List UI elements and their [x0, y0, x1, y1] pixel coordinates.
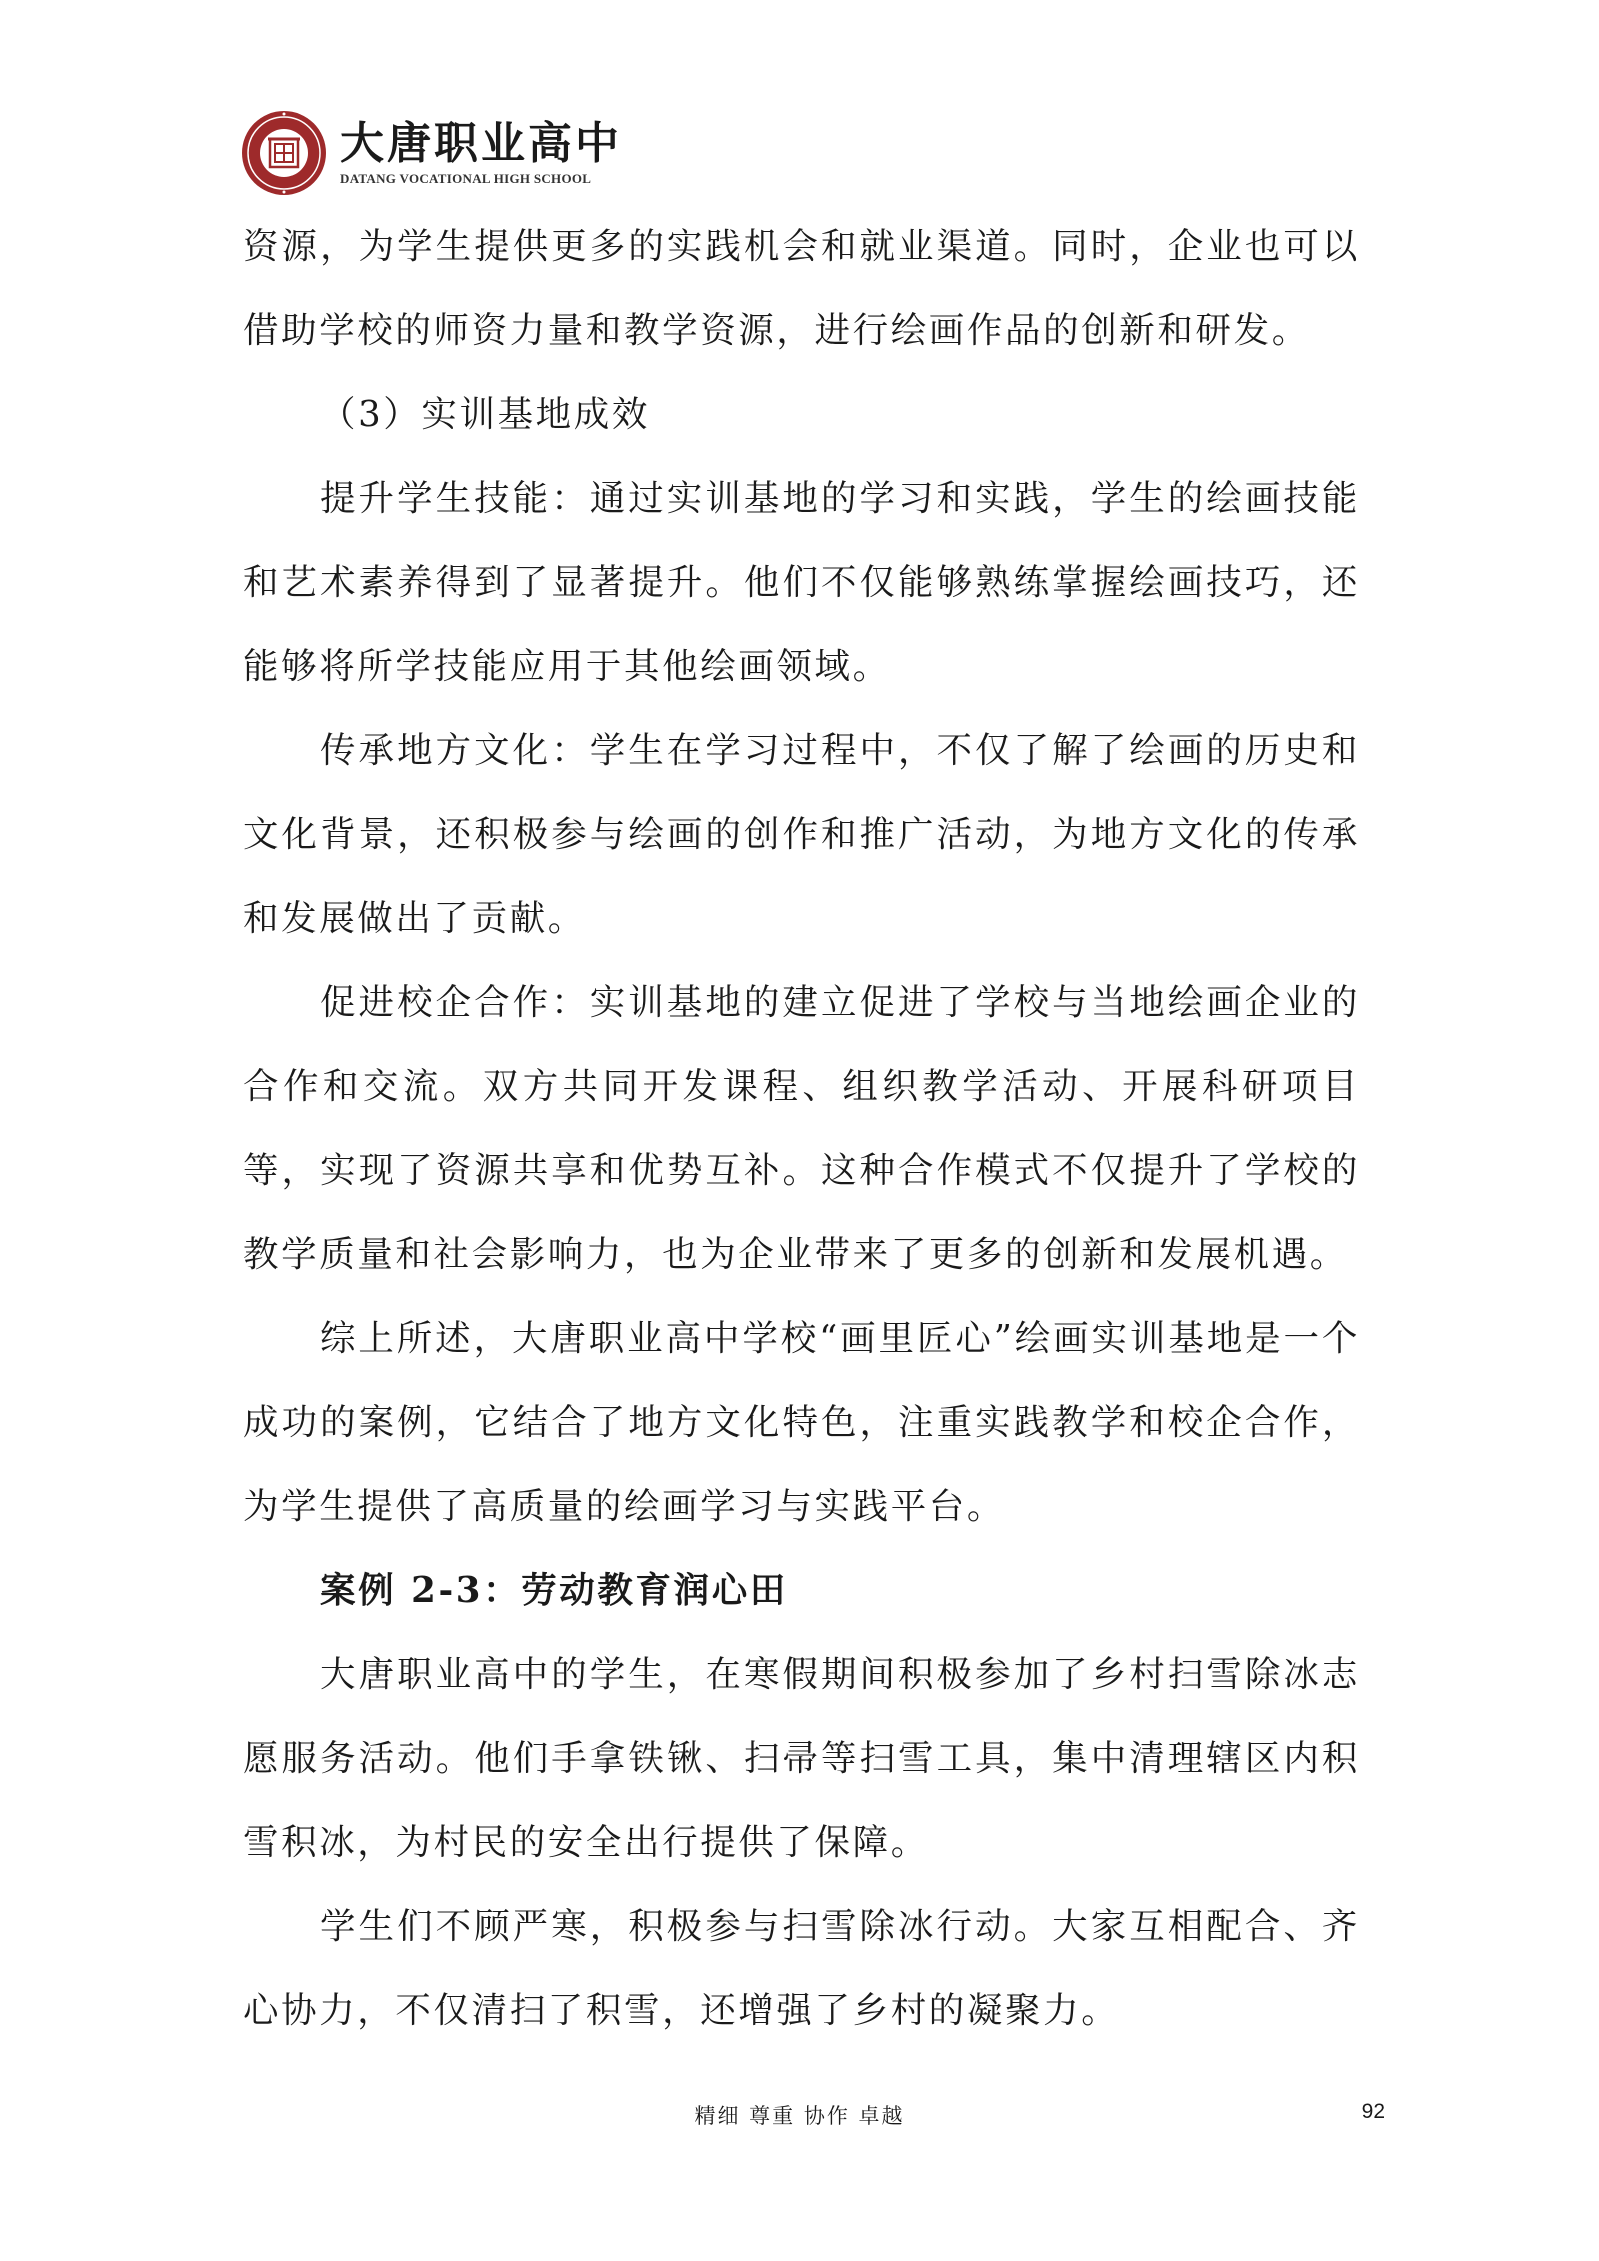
paragraph-school-enterprise-cooperation: 促进校企合作：实训基地的建立促进了学校与当地绘画企业的合作和交流。双方共同开发课程、组织教学活动、开展科研项目等，实现了资源共享和优势互补。这种合作模式不仅提升了学校的教学质量和社会影响力，也为企业带来了更多的创新和发展机遇。 — [243, 982, 1360, 1275]
page-header — [240, 108, 622, 198]
paragraph-inherit-culture: 传承地方文化：学生在学习过程中，不仅了解了绘画的历史和文化背景，还积极参与绘画的创作和推广活动，为地方文化的传承和发展做出了贡献。 — [243, 730, 1360, 939]
case-title: 案例 2-3：劳动教育润心田 — [320, 1570, 788, 1611]
paragraph-improve-skills: 提升学生技能：通过实训基地的学习和实践，学生的绘画技能和艺术素养得到了显著提升。他们不仅能够熟练掌握绘画技巧，还能够将所学技能应用于其他绘画领域。 — [243, 478, 1360, 687]
logo-title: 大唐职业高中 — [340, 118, 622, 169]
school-seal-logo — [240, 109, 328, 197]
paragraph-case-cohesion: 学生们不顾严寒，积极参与扫雪除冰行动。大家互相配合、齐心协力，不仅清扫了积雪，还增强了乡村的凝聚力。 — [243, 1906, 1360, 2031]
paragraph-resources: 资源，为学生提供更多的实践机会和就业渠道。同时，企业也可以借助学校的师资力量和教学资源，进行绘画作品的创新和研发。 — [243, 226, 1360, 351]
subheading-training-base-results: （3）实训基地成效 — [320, 394, 650, 435]
footer-motto: 精细 尊重 协作 卓越 — [694, 2104, 905, 2128]
paragraph-case-volunteer: 大唐职业高中的学生，在寒假期间积极参加了乡村扫雪除冰志愿服务活动。他们手拿铁锹、扫帚等扫雪工具，集中清理辖区内积雪积冰，为村民的安全出行提供了保障。 — [243, 1654, 1360, 1863]
paragraph-summary: 综上所述，大唐职业高中学校“画里匠心”绘画实训基地是一个成功的案例，它结合了地方文化特色，注重实践教学和校企合作，为学生提供了高质量的绘画学习与实践平台。 — [243, 1318, 1360, 1527]
document-body — [243, 205, 1360, 2053]
logo-subtitle: DATANG VOCATIONAL HIGH SCHOOL — [340, 171, 592, 186]
logo-text — [340, 119, 622, 187]
page-number: 92 — [1361, 2100, 1385, 2123]
